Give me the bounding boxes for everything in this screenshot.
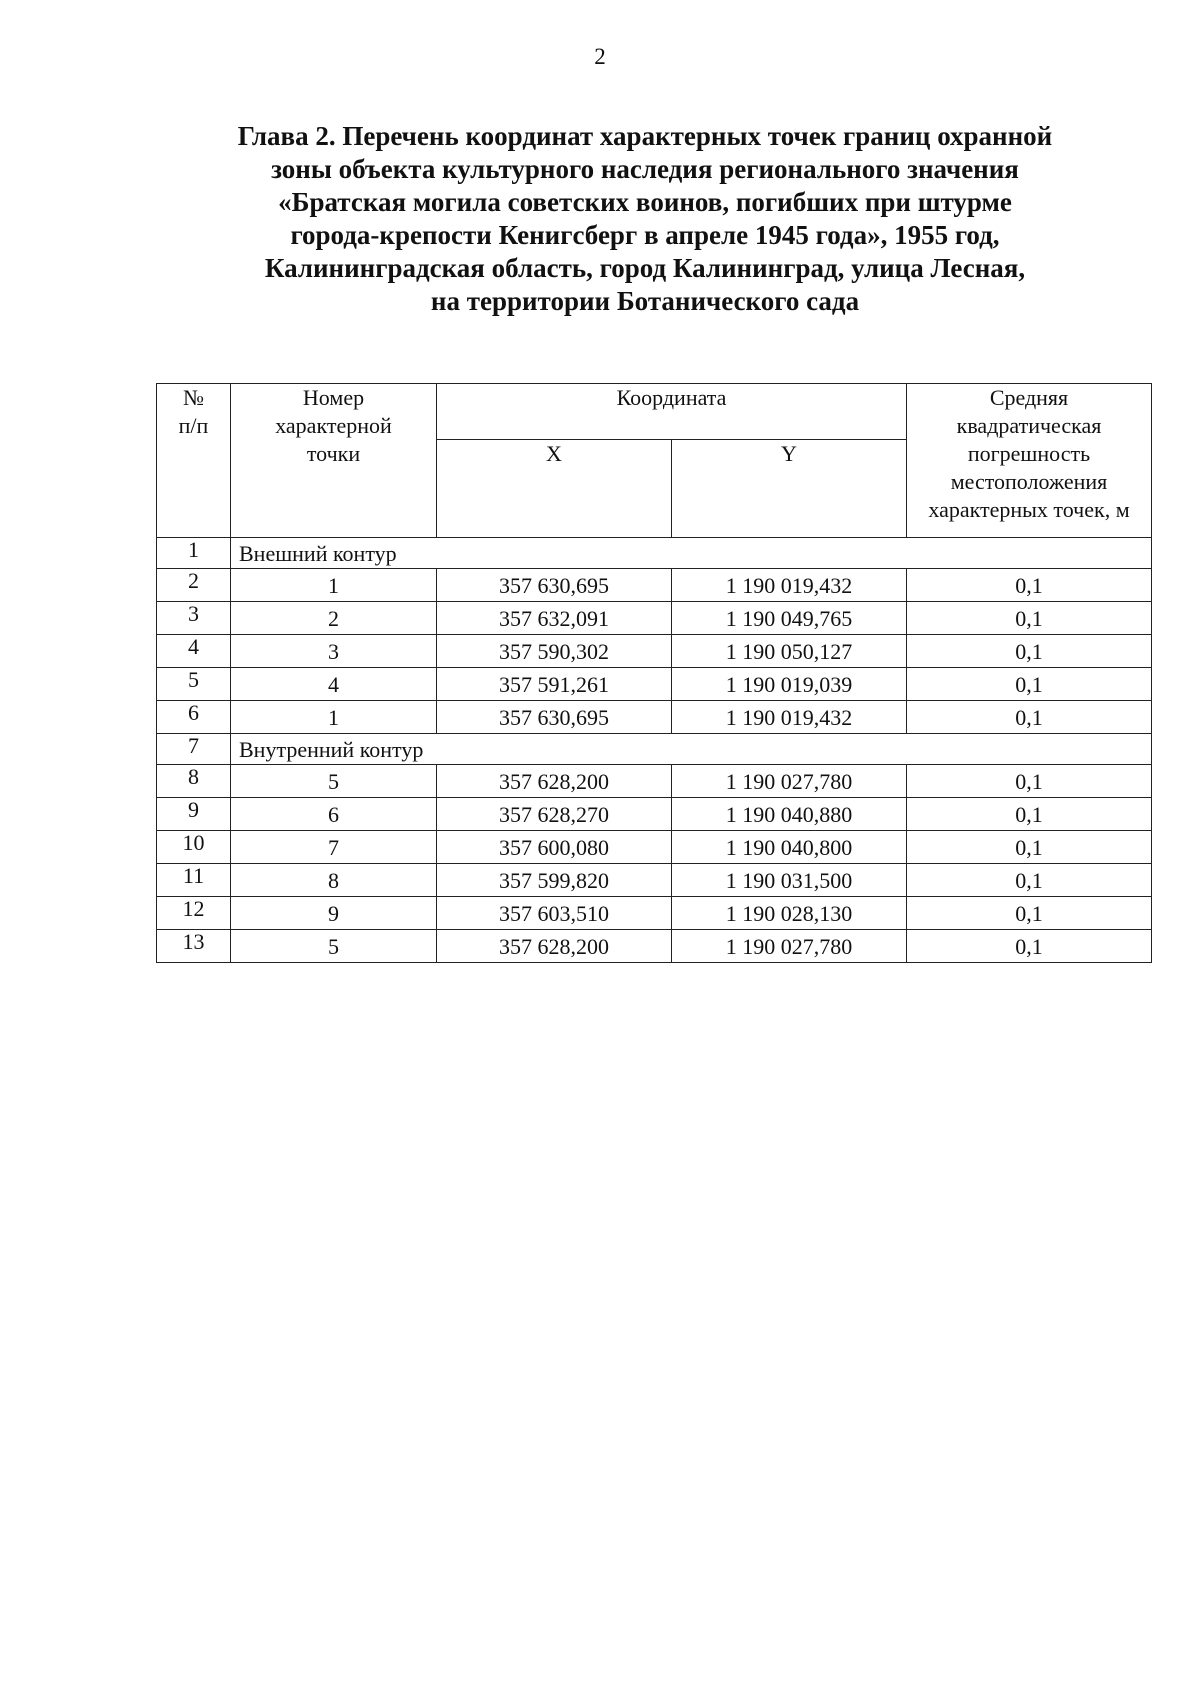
cell-x: 357 599,820 bbox=[437, 864, 672, 897]
cell-x: 357 628,200 bbox=[437, 765, 672, 798]
header-error: Средняя квадратическая погрешность местоположения характерных точек, м bbox=[907, 384, 1152, 538]
cell-y: 1 190 019,039 bbox=[672, 668, 907, 701]
table-row bbox=[157, 701, 1152, 734]
table-row bbox=[157, 930, 1152, 963]
cell-point: 1 bbox=[231, 701, 437, 734]
cell-y: 1 190 040,800 bbox=[672, 831, 907, 864]
cell-x: 357 600,080 bbox=[437, 831, 672, 864]
cell-error: 0,1 bbox=[907, 765, 1152, 798]
cell-number: 8 bbox=[157, 765, 231, 798]
cell-y: 1 190 040,880 bbox=[672, 798, 907, 831]
cell-number: 4 bbox=[157, 635, 231, 668]
cell-y: 1 190 019,432 bbox=[672, 701, 907, 734]
cell-number: 3 bbox=[157, 602, 231, 635]
title-line: города-крепости Кенигсберг в апреле 1945 года», 1955 год, bbox=[290, 220, 1000, 250]
cell-number: 10 bbox=[157, 831, 231, 864]
table-row bbox=[157, 897, 1152, 930]
table-row bbox=[157, 569, 1152, 602]
cell-error: 0,1 bbox=[907, 668, 1152, 701]
cell-y: 1 190 031,500 bbox=[672, 864, 907, 897]
header-x: X bbox=[437, 440, 672, 538]
cell-y: 1 190 019,432 bbox=[672, 569, 907, 602]
table-row-section bbox=[157, 734, 1152, 765]
cell-y: 1 190 028,130 bbox=[672, 897, 907, 930]
cell-number: 11 bbox=[157, 864, 231, 897]
cell-number: 12 bbox=[157, 897, 231, 930]
cell-y: 1 190 050,127 bbox=[672, 635, 907, 668]
cell-error: 0,1 bbox=[907, 569, 1152, 602]
table-row-section bbox=[157, 538, 1152, 569]
cell-error: 0,1 bbox=[907, 635, 1152, 668]
cell-number: 13 bbox=[157, 930, 231, 963]
cell-error: 0,1 bbox=[907, 897, 1152, 930]
cell-x: 357 632,091 bbox=[437, 602, 672, 635]
table-row bbox=[157, 635, 1152, 668]
header-y: Y bbox=[672, 440, 907, 538]
cell-error: 0,1 bbox=[907, 864, 1152, 897]
cell-number: 1 bbox=[157, 538, 231, 569]
cell-point: 3 bbox=[231, 635, 437, 668]
cell-error: 0,1 bbox=[907, 798, 1152, 831]
cell-x: 357 628,270 bbox=[437, 798, 672, 831]
cell-y: 1 190 027,780 bbox=[672, 930, 907, 963]
table-row bbox=[157, 864, 1152, 897]
cell-number: 2 bbox=[157, 569, 231, 602]
cell-error: 0,1 bbox=[907, 930, 1152, 963]
table-row bbox=[157, 765, 1152, 798]
cell-point: 2 bbox=[231, 602, 437, 635]
header-coordinate: Координата bbox=[437, 384, 907, 440]
cell-point: 7 bbox=[231, 831, 437, 864]
cell-x: 357 591,261 bbox=[437, 668, 672, 701]
table-row bbox=[157, 602, 1152, 635]
coordinates-table bbox=[156, 383, 1152, 963]
title-line: «Братская могила советских воинов, погибших при штурме bbox=[278, 187, 1012, 217]
cell-x: 357 603,510 bbox=[437, 897, 672, 930]
cell-error: 0,1 bbox=[907, 602, 1152, 635]
cell-point: 5 bbox=[231, 765, 437, 798]
cell-number: 9 bbox=[157, 798, 231, 831]
title-line: на территории Ботанического сада bbox=[430, 286, 860, 316]
title-line: Глава 2. Перечень координат характерных точек границ охранной bbox=[237, 121, 1053, 151]
cell-point: 8 bbox=[231, 864, 437, 897]
cell-x: 357 630,695 bbox=[437, 701, 672, 734]
header-point-number: Номер характерной точки bbox=[231, 384, 437, 538]
cell-x: 357 590,302 bbox=[437, 635, 672, 668]
cell-y: 1 190 049,765 bbox=[672, 602, 907, 635]
title-line: зоны объекта культурного наследия регионального значения bbox=[271, 154, 1019, 184]
title-line: Калининградская область, город Калининград, улица Лесная, bbox=[264, 253, 1026, 283]
cell-point: 9 bbox=[231, 897, 437, 930]
table-row bbox=[157, 668, 1152, 701]
cell-number: 6 bbox=[157, 701, 231, 734]
page-number: 2 bbox=[594, 44, 606, 69]
table-header bbox=[157, 384, 1152, 538]
document-title bbox=[150, 120, 1140, 318]
cell-number: 7 bbox=[157, 734, 231, 765]
cell-error: 0,1 bbox=[907, 831, 1152, 864]
cell-point: 5 bbox=[231, 930, 437, 963]
cell-x: 357 630,695 bbox=[437, 569, 672, 602]
cell-error: 0,1 bbox=[907, 701, 1152, 734]
table-row bbox=[157, 831, 1152, 864]
section-label: Внутренний контур bbox=[231, 734, 1152, 765]
cell-x: 357 628,200 bbox=[437, 930, 672, 963]
section-label: Внешний контур bbox=[231, 538, 1152, 569]
cell-point: 4 bbox=[231, 668, 437, 701]
cell-point: 6 bbox=[231, 798, 437, 831]
cell-point: 1 bbox=[231, 569, 437, 602]
table-row bbox=[157, 798, 1152, 831]
header-row-number: № п/п bbox=[157, 384, 231, 538]
cell-y: 1 190 027,780 bbox=[672, 765, 907, 798]
cell-number: 5 bbox=[157, 668, 231, 701]
